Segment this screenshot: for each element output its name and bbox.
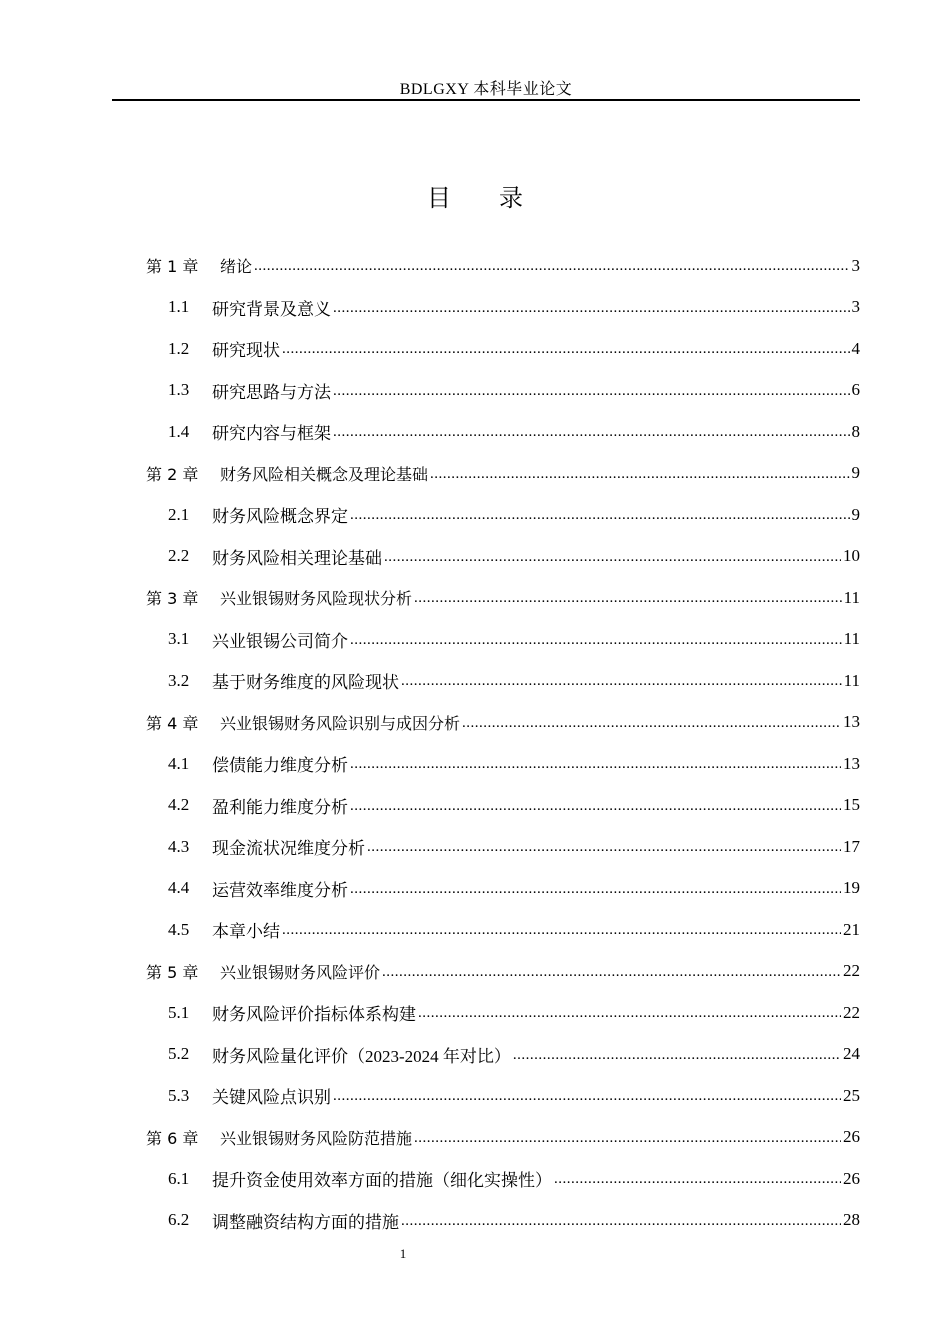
toc-entry-number: 4.2	[168, 795, 190, 815]
toc-dot-leader	[350, 756, 841, 773]
toc-section-entry[interactable]	[146, 743, 860, 785]
toc-entry-number: 4.5	[168, 919, 190, 939]
toc-entry-number: 5.3	[168, 1085, 190, 1105]
toc-entry-number: 6.1	[168, 1168, 190, 1188]
toc-dot-leader	[254, 258, 849, 275]
toc-entry-number: 3.2	[168, 670, 190, 690]
toc-section-entry[interactable]	[146, 1075, 860, 1117]
toc-entry-label: 基于财务维度的风险现状	[212, 673, 399, 693]
toc-dot-leader	[554, 1171, 841, 1188]
toc-section-entry[interactable]	[146, 1158, 860, 1200]
toc-entry-number: 3.1	[168, 629, 190, 649]
toc-entry-number: 2.1	[168, 504, 190, 524]
toc-entry-label: 兴业银锡财务风险现状分析	[220, 589, 413, 609]
toc-dot-leader	[414, 590, 842, 607]
toc-entry-label: 财务风险相关理论基础	[212, 548, 382, 568]
toc-entry-number: 6.2	[168, 1210, 190, 1230]
toc-entry-page: 28	[843, 1210, 860, 1230]
toc-dot-leader	[430, 466, 849, 483]
toc-entry-page: 9	[851, 463, 860, 483]
toc-entry-page: 25	[843, 1085, 860, 1105]
toc-entry-page: 10	[843, 546, 860, 566]
toc-dot-leader	[282, 341, 850, 358]
toc-dot-leader	[384, 549, 841, 566]
toc-entry-number: 4.3	[168, 836, 190, 856]
toc-entry-page: 13	[843, 753, 860, 773]
toc-entry-label: 研究现状	[212, 341, 280, 361]
toc-dot-leader	[282, 922, 841, 939]
toc-section-entry[interactable]	[146, 536, 860, 578]
toc-entry-number: 第 3 章	[146, 589, 199, 609]
page-header: BDLGXY 本科毕业论文	[399, 81, 573, 98]
toc-entry-page: 19	[843, 878, 860, 898]
toc-section-entry[interactable]	[146, 619, 860, 661]
toc-entry-number: 1.1	[168, 297, 190, 317]
toc-entry-number: 4.4	[168, 878, 190, 898]
toc-entry-page: 8	[851, 421, 860, 441]
toc-section-entry[interactable]	[146, 494, 860, 536]
toc-section-entry[interactable]	[146, 287, 860, 329]
toc-section-entry[interactable]	[146, 1200, 860, 1242]
toc-entry-label: 兴业银锡财务风险防范措施	[220, 1128, 413, 1148]
toc-entry-page: 26	[843, 1168, 860, 1188]
toc-entry-page: 22	[843, 961, 860, 981]
header-rule	[112, 99, 860, 101]
toc-entry-page: 24	[843, 1044, 860, 1064]
toc-entry-page: 21	[843, 919, 860, 939]
toc-dot-leader	[414, 1130, 841, 1147]
toc-entry-number: 1.2	[168, 338, 190, 358]
toc-chapter-entry[interactable]	[146, 1117, 860, 1159]
toc-entry-page: 4	[851, 338, 860, 358]
toc-section-entry[interactable]	[146, 909, 860, 951]
toc-entry-label: 关键风险点识别	[212, 1088, 331, 1108]
toc-entry-number: 第 6 章	[146, 1128, 199, 1148]
toc-entry-label: 财务风险相关概念及理论基础	[220, 464, 429, 484]
toc-entry-label: 现金流状况维度分析	[212, 839, 365, 859]
toc-chapter-entry[interactable]	[146, 577, 860, 619]
toc-entry-page: 6	[851, 380, 860, 400]
toc-dot-leader	[418, 1005, 841, 1022]
toc-chapter-entry[interactable]	[146, 453, 860, 495]
toc-entry-label: 兴业银锡财务风险评价	[220, 962, 381, 982]
toc-section-entry[interactable]	[146, 411, 860, 453]
toc-chapter-entry[interactable]	[146, 702, 860, 744]
toc-entry-page: 11	[843, 670, 860, 690]
toc-dot-leader	[367, 839, 841, 856]
toc-entry-number: 第 5 章	[146, 962, 199, 982]
toc-entry-number: 1.4	[168, 421, 190, 441]
toc-entry-label: 研究背景及意义	[212, 299, 331, 319]
toc-entry-number: 1.3	[168, 380, 190, 400]
toc-entry-label: 研究内容与框架	[212, 424, 331, 444]
toc-section-entry[interactable]	[146, 992, 860, 1034]
toc-entry-page: 26	[843, 1127, 860, 1147]
toc-entry-page: 3	[851, 255, 860, 275]
toc-entry-label: 兴业银锡公司简介	[212, 631, 348, 651]
toc-entry-number: 5.1	[168, 1002, 190, 1022]
toc-section-entry[interactable]	[146, 1034, 860, 1076]
toc-entry-page: 3	[851, 297, 860, 317]
toc-dot-leader	[462, 715, 841, 732]
toc-entry-label: 调整融资结构方面的措施	[212, 1212, 399, 1232]
toc-chapter-entry[interactable]	[146, 245, 860, 287]
toc-entry-label: 财务风险量化评价（2023-2024 年对比）	[212, 1046, 511, 1066]
toc-entry-number: 第 4 章	[146, 713, 199, 733]
toc-dot-leader	[401, 1213, 841, 1230]
toc-title-char-2: 录	[499, 184, 523, 212]
toc-entry-label: 提升资金使用效率方面的措施（细化实操性）	[212, 1171, 552, 1191]
toc-entry-label: 盈利能力维度分析	[212, 797, 348, 817]
toc-entry-number: 2.2	[168, 546, 190, 566]
toc-section-entry[interactable]	[146, 660, 860, 702]
page-number: 1	[399, 1246, 407, 1261]
toc-dot-leader	[333, 300, 850, 317]
toc-entry-page: 15	[843, 795, 860, 815]
toc-title	[0, 178, 950, 213]
toc-entry-label: 兴业银锡财务风险识别与成因分析	[220, 713, 461, 733]
toc-entry-label: 财务风险评价指标体系构建	[212, 1005, 416, 1025]
toc-entry-page: 9	[851, 504, 860, 524]
toc-chapter-entry[interactable]	[146, 951, 860, 993]
toc-entry-label: 本章小结	[212, 922, 280, 942]
toc-entry-label: 运营效率维度分析	[212, 880, 348, 900]
toc-entry-number: 5.2	[168, 1044, 190, 1064]
toc-entry-label: 偿债能力维度分析	[212, 756, 348, 776]
toc-dot-leader	[333, 424, 850, 441]
toc-dot-leader	[382, 964, 841, 981]
toc-dot-leader	[350, 632, 842, 649]
toc-section-entry[interactable]	[146, 328, 860, 370]
toc-entry-page: 11	[843, 629, 860, 649]
toc-dot-leader	[350, 881, 841, 898]
toc-dot-leader	[350, 507, 850, 524]
toc-section-entry[interactable]	[146, 370, 860, 412]
toc-section-entry[interactable]	[146, 868, 860, 910]
toc-dot-leader	[333, 383, 850, 400]
toc-entry-page: 17	[843, 836, 860, 856]
toc-entry-number: 4.1	[168, 753, 190, 773]
toc-entry-number: 第 1 章	[146, 257, 199, 277]
toc-dot-leader	[513, 1047, 841, 1064]
toc-dot-leader	[401, 673, 842, 690]
toc-entry-page: 13	[843, 712, 860, 732]
toc-dot-leader	[333, 1088, 841, 1105]
toc-dot-leader	[350, 798, 841, 815]
toc-section-entry[interactable]	[146, 785, 860, 827]
toc-entry-label: 绪论	[220, 257, 253, 277]
toc-title-char-1: 目	[427, 184, 451, 212]
toc-entry-page: 22	[843, 1002, 860, 1022]
toc-entry-label: 研究思路与方法	[212, 382, 331, 402]
table-of-contents	[146, 245, 860, 1241]
toc-entry-page: 11	[843, 587, 860, 607]
toc-section-entry[interactable]	[146, 826, 860, 868]
toc-entry-label: 财务风险概念界定	[212, 507, 348, 527]
toc-entry-number: 第 2 章	[146, 464, 199, 484]
